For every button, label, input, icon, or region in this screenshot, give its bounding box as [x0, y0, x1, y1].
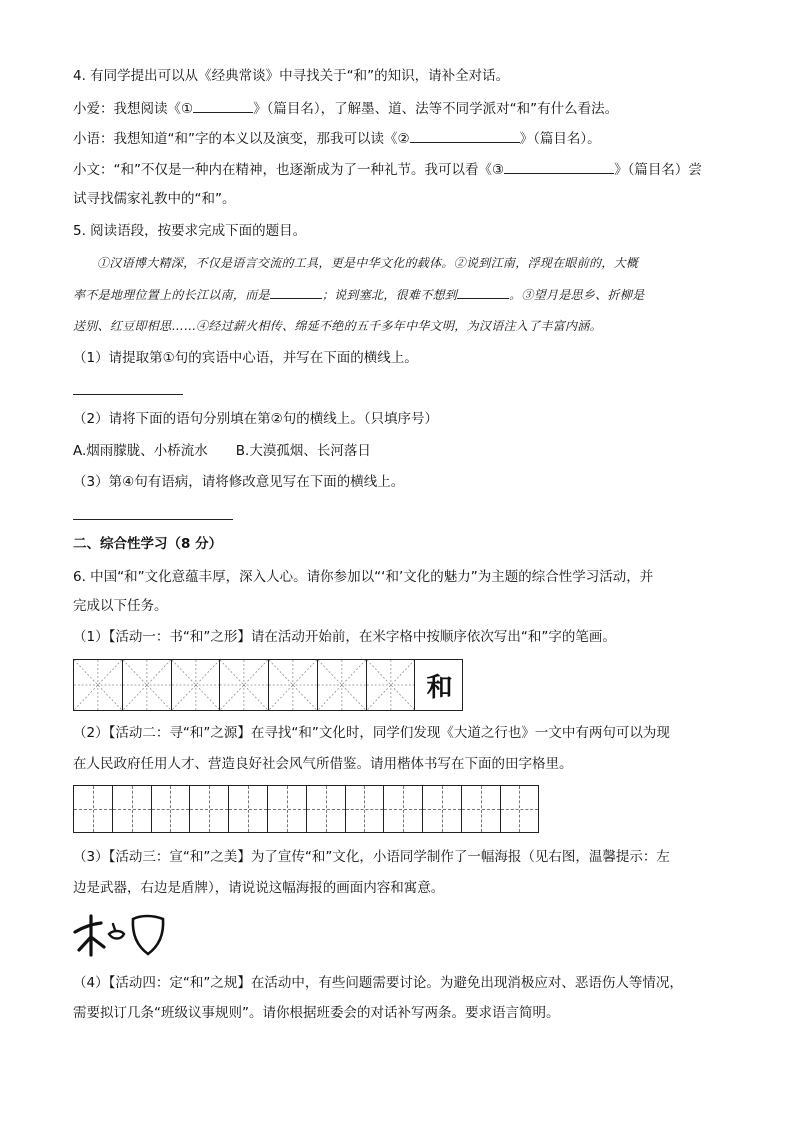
- sample-he-character: 和: [426, 672, 453, 703]
- q4-xiaoyu-text-b: 》（篇目名）。: [519, 131, 601, 147]
- q5-stem: 5. 阅读语段，按要求完成下面的题目。: [73, 223, 307, 239]
- q5-sub3: （3）第④句有语病，请将修改意见写在下面的横线上。: [73, 474, 405, 490]
- q4-xiaoai-text-b: 》（篇目名），了解墨、道、法等不同学派对“和”有什么看法。: [253, 101, 619, 117]
- q5-passage-line-2: [73, 286, 644, 304]
- mizi-cell[interactable]: [123, 660, 172, 710]
- tianzi-cell[interactable]: [423, 786, 462, 832]
- q4-xiaoai-line: [73, 100, 618, 118]
- q4-xiaoyu-line: [73, 130, 601, 148]
- mizi-cell[interactable]: [220, 660, 269, 710]
- q5-option-b: B.大漠孤烟、长河落日: [235, 443, 371, 459]
- tianzi-cell[interactable]: [152, 786, 191, 832]
- q4-xiaowen-line-2: 试寻找儒家礼教中的“和”。: [73, 191, 236, 207]
- q6-stem-line-1: 6. 中国“和”文化意蕴丰厚，深入人心。请你参加以“‘和’文化的魅力”为主题的综合性学习活动，并: [73, 569, 654, 585]
- weapon-shield-poster-icon: [71, 910, 169, 960]
- q5-sub2: （2）请将下面的语句分别填在第②句的横线上。（只填序号）: [73, 411, 438, 427]
- q5-passage-text-b: ；说到塞北，很难不想到: [321, 288, 458, 302]
- tianzi-cell[interactable]: [190, 786, 229, 832]
- mizi-cell[interactable]: [269, 660, 318, 710]
- tianzi-cell[interactable]: [346, 786, 385, 832]
- mizi-cell[interactable]: [318, 660, 367, 710]
- q5-passage-line-3: 送别、红豆即相思……④经过薪火相传、绵延不绝的五千多年中华文明，为汉语注入了丰富内涵。: [73, 319, 602, 333]
- q5-options: [73, 442, 371, 460]
- tianzi-cell[interactable]: [501, 786, 538, 832]
- mizi-cell[interactable]: [74, 660, 123, 710]
- q6-activity-4-line-2: 需要拟订几条“班级议事规则”。请你根据班委会的对话补写两条。要求语言简明。: [73, 1005, 560, 1021]
- tianzi-cell[interactable]: [229, 786, 268, 832]
- tianzi-cell[interactable]: [384, 786, 423, 832]
- mizi-cell[interactable]: [367, 660, 416, 710]
- q4-xiaowen-line: [73, 161, 702, 179]
- mizi-grid: [73, 659, 463, 711]
- q4-xiaoai-text-a: 小爱：我想阅读《①: [73, 101, 194, 117]
- q5-sub1-answer-line[interactable]: [73, 394, 183, 395]
- q4-blank-1[interactable]: [193, 100, 253, 113]
- q6-activity-3-line-1: （3）【活动三：宣“和”之美】为了宣传“和”文化，小语同学制作了一幅海报（见右图，温馨提示：左: [73, 849, 670, 865]
- q6-activity-2-line-2: 在人民政府任用人才、营造良好社会风气所借鉴。请用楷体书写在下面的田字格里。: [73, 756, 573, 772]
- q5-passage-blank-1[interactable]: [270, 286, 322, 299]
- q5-passage-line-1: ①汉语博大精深，不仅是语言交流的工具，更是中华文化的载体。②说到江南，浮现在眼前的，大概: [97, 256, 639, 270]
- tianzi-cell[interactable]: [307, 786, 346, 832]
- q4-xiaowen-text-b: 》（篇目名）尝: [614, 162, 702, 178]
- tianzi-cell[interactable]: [268, 786, 307, 832]
- q5-sub1: （1）请提取第①句的宾语中心语，并写在下面的横线上。: [73, 350, 418, 366]
- q4-blank-2[interactable]: [410, 130, 520, 143]
- q5-sub3-answer-line[interactable]: [73, 519, 233, 520]
- q5-passage-blank-2[interactable]: [457, 286, 509, 299]
- mizi-sample-cell: [415, 660, 464, 710]
- tianzi-cell[interactable]: [462, 786, 501, 832]
- tianzi-grid: [73, 785, 539, 833]
- q6-activity-2-line-1: （2）【活动二：寻“和”之源】在寻找“和”文化时，同学们发现《大道之行也》一文中有两句可以为现: [73, 725, 670, 741]
- q5-option-a: A.烟雨朦胧、小桥流水: [73, 443, 208, 459]
- section-2-title: 二、综合性学习（8 分）: [73, 536, 223, 552]
- tianzi-cell[interactable]: [74, 786, 113, 832]
- mizi-cell[interactable]: [172, 660, 221, 710]
- q5-passage-text-c: 。③望月是思乡、折柳是: [509, 288, 645, 302]
- tianzi-cell[interactable]: [113, 786, 152, 832]
- q6-activity-1: （1）【活动一：书“和”之形】请在活动开始前，在米字格中按顺序依次写出“和”字的笔画。: [73, 629, 616, 645]
- q5-passage-text-a: 率不是地理位置上的长江以南，而是: [73, 288, 270, 302]
- q6-stem-line-2: 完成以下任务。: [73, 598, 168, 614]
- q4-stem: 4. 有同学提出可以从《经典常谈》中寻找关于“和”的知识，请补全对话。: [73, 68, 510, 84]
- q4-blank-3[interactable]: [504, 161, 614, 174]
- q6-activity-4-line-1: （4）【活动四：定“和”之规】在活动中，有些问题需要讨论。为避免出现消极应对、恶语伤人等情况，: [73, 975, 683, 991]
- q4-xiaoyu-text-a: 小语：我想知道“和”字的本义以及演变，那我可以读《②: [73, 131, 410, 147]
- q6-activity-3-line-2: 边是武器，右边是盾牌），请说说这幅海报的画面内容和寓意。: [73, 880, 445, 896]
- q4-xiaowen-text-a: 小文：“和”不仅是一种内在精神，也逐渐成为了一种礼节。我可以看《③: [73, 162, 505, 178]
